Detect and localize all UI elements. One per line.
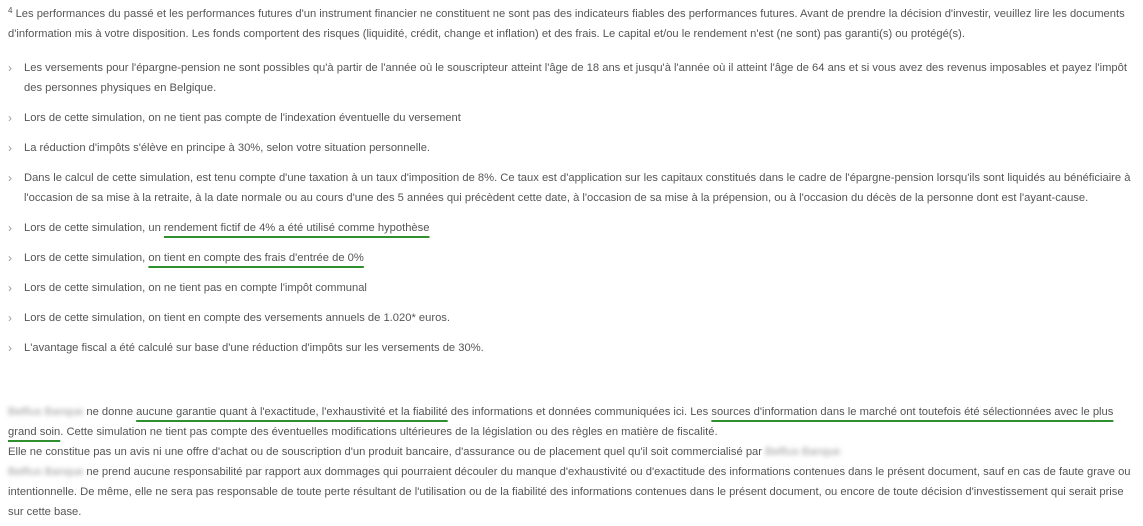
disclaimer-text: ne prend aucune responsabilité par rapport aux dommages qui pourraient découler du manque d'exhaustivité ou d'exactitude des informations contenues dans le présent document, sauf en cas de faute grave ou intentionnelle. De même, elle ne sera pas responsable de toute perte résultant de l'utilisation ou de la fiabilité des informations contenues dans le présent document, ou encore de toute décision d'investissement qui serait prise sur cette base. bbox=[8, 466, 1131, 518]
highlighted-entry-fees: on tient en compte des frais d'entrée de 0% bbox=[148, 252, 364, 264]
chevron-right-icon: › bbox=[8, 171, 12, 185]
chevron-right-icon: › bbox=[8, 61, 12, 75]
list-item bbox=[8, 218, 1140, 238]
chevron-right-icon: › bbox=[8, 221, 12, 235]
disclaimer-paragraph-3 bbox=[8, 462, 1140, 522]
list-item-prefix: Lors de cette simulation, bbox=[24, 252, 149, 264]
disclaimer-text: Elle ne constitue pas un avis ni une offre d'achat ou de souscription d'un produit bancaire, d'assurance ou de placement quel qu'il soit commercialisé par bbox=[8, 446, 766, 458]
chevron-right-icon: › bbox=[8, 311, 12, 325]
chevron-right-icon: › bbox=[8, 341, 12, 355]
list-item-text: Lors de cette simulation, on tient en compte des versements annuels de 1.020* euros. bbox=[24, 312, 450, 324]
list-item bbox=[8, 108, 1140, 128]
list-item bbox=[8, 308, 1140, 328]
list-item-text: L'avantage fiscal a été calculé sur base d'une réduction d'impôts sur les versements de 30%. bbox=[24, 342, 484, 354]
highlighted-no-guarantee: aucune garantie quant à l'exactitude, l'exhaustivité et la fiabilité bbox=[136, 406, 448, 418]
list-item bbox=[8, 338, 1140, 358]
list-item-text: Lors de cette simulation, on ne tient pas en compte l'impôt communal bbox=[24, 282, 367, 294]
list-item bbox=[8, 58, 1140, 98]
simulation-assumptions-list bbox=[8, 58, 1140, 368]
list-item bbox=[8, 168, 1140, 208]
footnote-text: Les performances du passé et les performances futures d'un instrument financier ne constituent ne sont pas des indicateurs fiables des performances futures. Avant de prendre la décision d'investir, veuillez lire les documents d'information mis à votre disposition. Les fonds comportent des risques (liquidité, crédit, change et inflation) et des frais. Le capital et/ou le rendement n'est (ne sont) pas garanti(s) ou protégé(s). bbox=[8, 8, 1125, 40]
list-item bbox=[8, 138, 1140, 158]
footnote-marker: 4 bbox=[8, 6, 13, 15]
disclaimer-paragraph-2 bbox=[8, 442, 1140, 462]
list-item-prefix: Lors de cette simulation, un bbox=[24, 222, 164, 234]
highlighted-sources-selected: sources d'information dans le marché ont toutefois été sélectionnées avec le plus grand soin bbox=[8, 406, 1114, 438]
list-item-text: La réduction d'impôts s'élève en principe à 30%, selon votre situation personnelle. bbox=[24, 142, 431, 154]
list-item bbox=[8, 278, 1140, 298]
disclaimer-text: des informations et données communiquées ici. Les bbox=[447, 406, 712, 418]
chevron-right-icon: › bbox=[8, 251, 12, 265]
bank-name: Belfius Banque bbox=[8, 406, 84, 418]
bank-name: Belfius Banque bbox=[8, 466, 84, 478]
chevron-right-icon: › bbox=[8, 281, 12, 295]
list-item-text: Les versements pour l'épargne-pension ne sont possibles qu'à partir de l'année où le souscripteur atteint l'âge de 18 ans et jusqu'à l'année où il atteint l'âge de 64 ans et si vous avez des revenus imposables et payez l'impôt des personnes physiques en Belgique. bbox=[24, 62, 1127, 94]
disclaimer-text: . Cette simulation ne tient pas compte des éventuelles modifications ultérieures de la législation ou des règles en matière de fiscalité. bbox=[60, 426, 718, 438]
chevron-right-icon: › bbox=[8, 141, 12, 155]
list-item-text: Dans le calcul de cette simulation, est tenu compte d'une taxation à un taux d'imposition de 8%. Ce taux est d'application sur les capitaux constitués dans le cadre de l'épargne-pension lorsqu'ils sont liquidés au bénéficiaire à l'occasion de sa mise à la retraite, à la date normale ou au cours d'une des 5 années qui précèdent cette date, à l'occasion de sa mise à la prépension, ou à l'occasion du décès de la personne dont est l'ayant-cause. bbox=[24, 172, 1131, 204]
bank-name: Belfius Banque bbox=[765, 446, 841, 458]
list-item bbox=[8, 248, 1140, 268]
disclaimer-paragraph-1 bbox=[8, 402, 1140, 442]
highlighted-return-assumption: rendement fictif de 4% a été utilisé comme hypothèse bbox=[163, 222, 430, 234]
chevron-right-icon: › bbox=[8, 111, 12, 125]
list-item-text: Lors de cette simulation, on ne tient pas compte de l'indexation éventuelle du versement bbox=[24, 112, 461, 124]
footnote-4 bbox=[8, 4, 1140, 44]
disclaimer-text: ne donne bbox=[83, 406, 137, 418]
legal-disclaimer bbox=[8, 402, 1140, 522]
